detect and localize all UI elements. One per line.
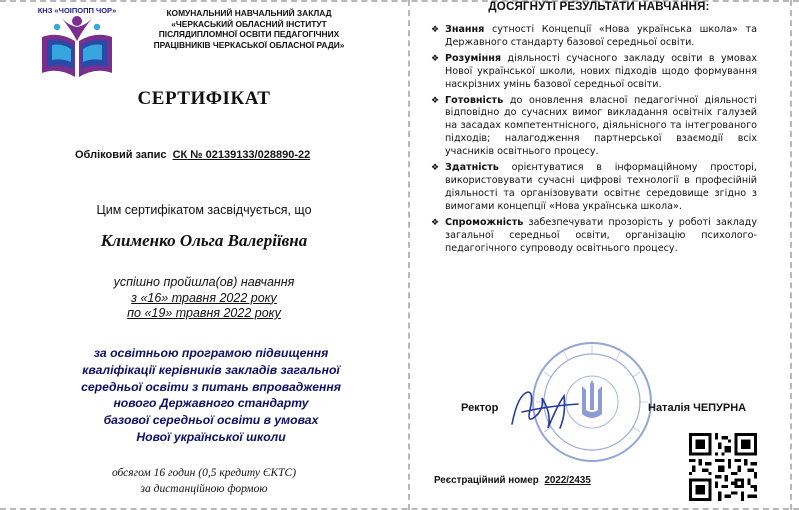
diamond-bullet-icon: ❖ <box>431 25 440 35</box>
institution-line: ПІСЛЯДИПЛОМНОЇ ОСВІТИ ПЕДАГОГІЧНИХ <box>158 29 340 40</box>
results-list <box>431 24 757 258</box>
result-term: Знання <box>445 24 485 35</box>
institution-line: КОМУНАЛЬНИЙ НАВЧАЛЬНИЙ ЗАКЛАД <box>166 8 332 18</box>
result-text: діяльності сучасного закладу освіти в умовах Нової української школи, нових підходів щодо формування наскрізних умінь базової середньої освіти. <box>445 52 757 90</box>
institution-line: ПРАЦІВНИКІВ ЧЕРКАСЬКОЇ ОБЛАСНОЇ РАДИ» <box>153 39 345 50</box>
result-item <box>431 162 757 214</box>
date-from: з «16» травня 2022 року <box>131 290 277 305</box>
program-line: базової середньої освіти в умовах <box>103 413 319 428</box>
study-form: за дистанційною формою <box>140 483 268 495</box>
result-item <box>431 217 757 256</box>
diamond-bullet-icon: ❖ <box>431 217 440 228</box>
certificate-intro: Цим сертифікатом засвідчується, що <box>96 203 312 217</box>
book-and-figures-icon <box>36 15 118 81</box>
rector-name: Наталія ЧЕПУРНА <box>648 402 747 414</box>
course-volume <box>0 465 408 497</box>
diamond-bullet-icon: ❖ <box>431 53 440 64</box>
certificate-title: СЕРТИФІКАТ <box>137 88 271 109</box>
result-item <box>431 95 757 160</box>
training-completed-text: успішно пройшла(ов) навчання <box>113 275 295 289</box>
result-text: сутності Концепції «Нова українська школа» та Державного стандарту базової середньої освіти. <box>445 24 757 48</box>
result-text: орієнтуватися в інформаційному просторі, використовувати сучасні цифрові технології в професійній діяльності та організовувати освітнє середовище згідно з вимогами концепції «Нова українська школа». <box>445 162 757 212</box>
program-line: нового Державного стандарту <box>113 396 309 411</box>
handwritten-signature <box>508 384 584 434</box>
registration-label: Реєстраційний номер <box>434 475 539 486</box>
program-line: Нової української школи <box>136 429 286 444</box>
result-item <box>431 24 757 50</box>
program-line: середньої освіти з питань впровадження <box>81 379 341 394</box>
registration-value: 2022/2435 <box>544 475 591 486</box>
results-title: ДОСЯГНУТІ РЕЗУЛЬТАТИ НАВЧАННЯ: <box>488 1 710 13</box>
result-text: забезпечувати прозорість у роботі закладу загальної середньої освіти, організацію психолого-педагогічного супроводу освітнього процесу. <box>445 216 757 254</box>
result-item <box>431 53 757 92</box>
logo-text: КНЗ «ЧОІПОПП ЧОР» <box>37 6 117 15</box>
result-term: Готовність <box>445 94 504 106</box>
right-cut-line <box>790 0 792 510</box>
program-line: за освітньою програмою підвищення <box>93 346 329 360</box>
rector-label: Ректор <box>461 402 499 414</box>
record-line <box>75 149 310 161</box>
record-number: СК № 02139133/028890-22 <box>172 149 311 161</box>
training-dates <box>0 275 408 322</box>
recipient-name: Клименко Ольга Валеріївна <box>100 231 308 250</box>
qr-code-icon <box>689 433 757 501</box>
volume-hours: обсягом 16 годин (0,5 кредиту ЄКТС) <box>111 467 297 479</box>
diamond-bullet-icon: ❖ <box>431 163 440 174</box>
institute-logo <box>36 6 118 82</box>
result-term: Спроможність <box>445 216 524 228</box>
date-to: по «19» травня 2022 року <box>127 306 281 320</box>
institution-line: «ЧЕРКАСЬКИЙ ОБЛАСНИЙ ІНСТИТУТ <box>171 18 327 29</box>
result-term: Здатність <box>445 162 499 174</box>
registration-number <box>434 475 591 486</box>
center-fold-line <box>408 0 410 510</box>
record-label: Обліковий запис <box>75 149 167 161</box>
result-term: Розуміння <box>445 52 501 64</box>
program-description <box>40 345 382 446</box>
program-line: кваліфікації керівників закладів загальної <box>82 362 340 377</box>
result-text: до оновлення власної педагогічної діяльності відповідно до сучасних вимог викладання освітніх галузей на засадах компетентнісного, діяльнісного та інтегрованого підходів; налагодження партнерської взаємодії всіх учасників освітнього процесу. <box>445 94 757 158</box>
diamond-bullet-icon: ❖ <box>431 95 440 106</box>
institution-name <box>133 8 365 50</box>
